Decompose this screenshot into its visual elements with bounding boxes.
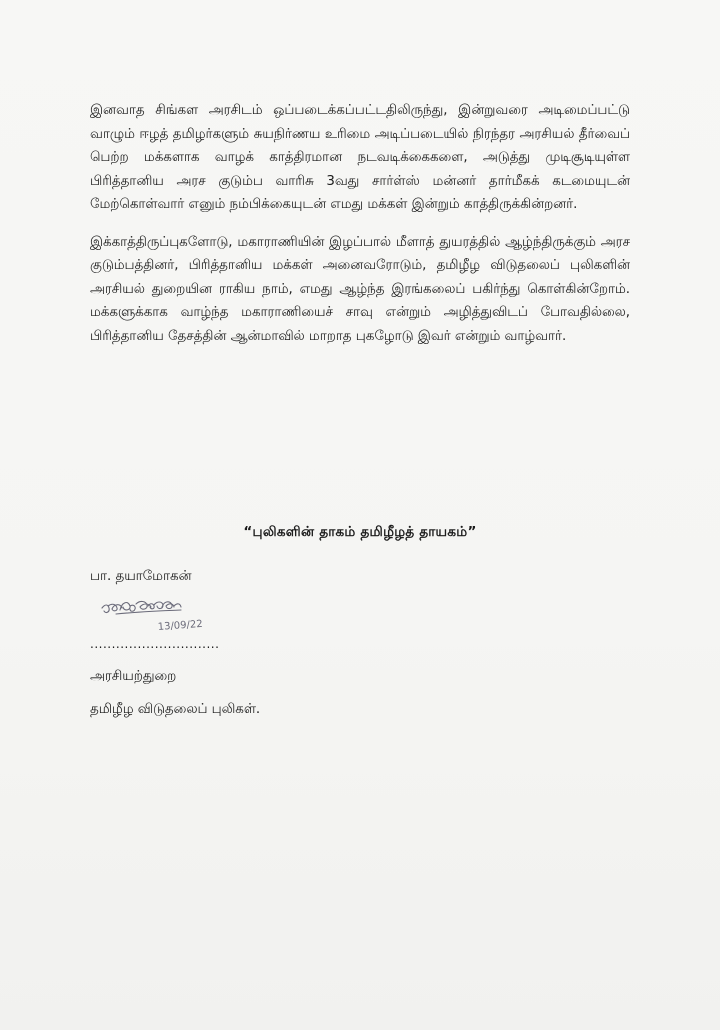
paragraph-2: இக்காத்திருப்புகளோடு, மகாராணியின் இழப்பால் மீளாத் துயரத்தில் ஆழ்ந்திருக்கும் அரச குடும்பத்தினர், பிரித்தானிய மக்கள் அனைவரோடும், தமிழீழ விடுதலைப் புலிகளின் அரசியல் துறையின ராகிய நாம், எமது ஆழ்ந்த இரங்கலைப் பகிர்ந்து கொள்கின்றோம். மக்களுக்காக வாழ்ந்த மகாராணியைச் சாவு என்றும் அழித்துவிடப் போவதில்லை, பிரித்தானிய தேசத்தின் ஆன்மாவில் மாறாத புகழோடு இவர் என்றும் வாழ்வார். (90, 234, 630, 344)
department: அரசியற்துறை (90, 669, 177, 684)
paragraph-1: இனவாத சிங்கள அரசிடம் ஒப்படைக்கப்பட்டதிலிருந்து, இன்றுவரை அடிமைப்பட்டு வாழும் ஈழத் தமிழர்களும் சுயநிர்ணய உரிமை அடிப்படையில் நிரந்தர அரசியல் தீர்வைப் பெற்ற மக்களாக வாழக் காத்திரமான நடவடிக்கைகளை, அடுத்து முடிசூடியுள்ள பிரித்தானிய அரச குடும்ப வாரிசு 3வது சார்ள்ஸ் மன்னர் தார்மீகக் கடமையுடன் மேற்கொள்வார் எனும் நம்பிக்கையுடன் எமது மக்கள் இன்றும் காத்திருக்கின்றனர். (90, 103, 630, 212)
signature-line: .............................. (90, 637, 220, 651)
signature-date: 13/09/22 (157, 618, 204, 633)
handwritten-signature (96, 594, 216, 636)
slogan: “புலிகளின் தாகம் தமிழீழத் தாயகம்” (243, 524, 477, 540)
organization: தமிழீழ விடுதலைப் புலிகள். (90, 702, 261, 717)
signer-name: பா. தயாமோகன் (90, 569, 192, 584)
signature-block (90, 566, 390, 721)
letter-body (90, 99, 630, 348)
signature-stroke (102, 601, 181, 614)
